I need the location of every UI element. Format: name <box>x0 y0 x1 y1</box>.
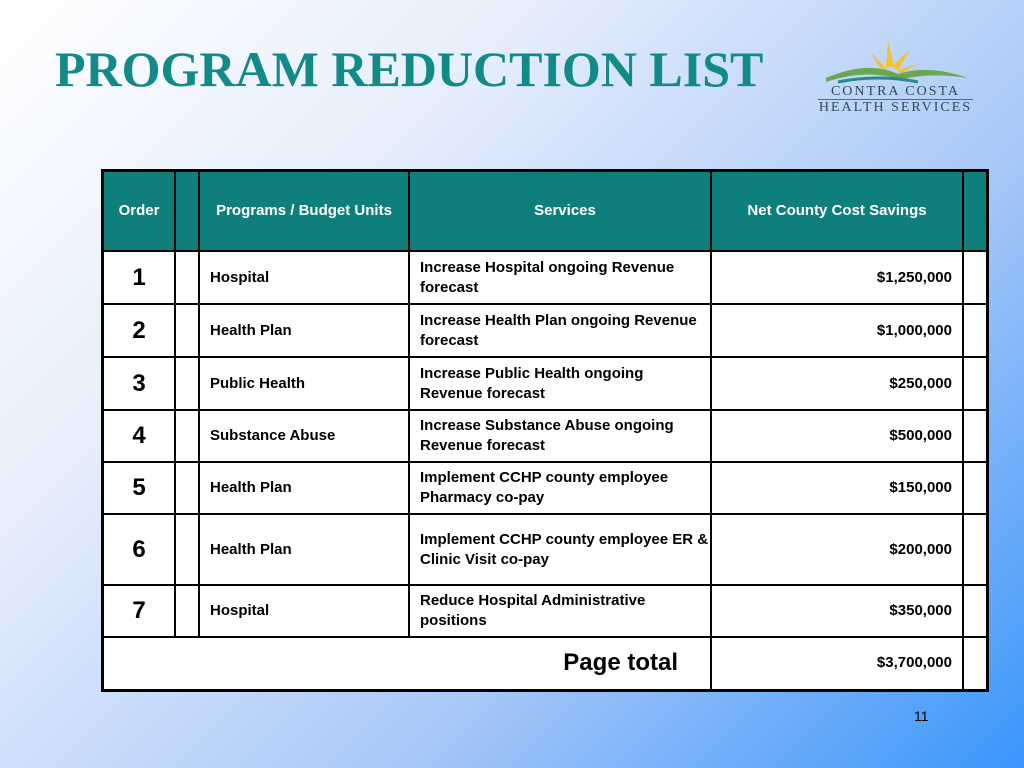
header-end <box>963 171 988 252</box>
service-cell: Implement CCHP county employee Pharmacy co-pay <box>409 462 711 514</box>
savings-cell: $1,250,000 <box>711 251 963 304</box>
service-cell: Implement CCHP county employee ER & Clinic Visit co-pay <box>409 514 711 585</box>
program-cell: Health Plan <box>199 304 409 357</box>
order-cell: 1 <box>103 251 176 304</box>
slide-title: PROGRAM REDUCTION LIST <box>55 41 764 97</box>
end-cell <box>963 304 988 357</box>
total-label: Page total <box>103 637 712 690</box>
service-cell: Increase Health Plan ongoing Revenue forecast <box>409 304 711 357</box>
table-row <box>103 357 988 410</box>
blank-cell <box>175 357 199 410</box>
table-header <box>103 171 988 252</box>
table-row <box>103 585 988 637</box>
savings-cell: $150,000 <box>711 462 963 514</box>
blank-cell <box>175 462 199 514</box>
program-cell: Substance Abuse <box>199 410 409 462</box>
order-cell: 4 <box>103 410 176 462</box>
program-cell: Hospital <box>199 585 409 637</box>
table-row <box>103 304 988 357</box>
header-services: Services <box>409 171 711 252</box>
end-cell <box>963 462 988 514</box>
savings-cell: $200,000 <box>711 514 963 585</box>
program-cell: Hospital <box>199 251 409 304</box>
table-row <box>103 251 988 304</box>
order-cell: 3 <box>103 357 176 410</box>
service-cell: Reduce Hospital Administrative positions <box>409 585 711 637</box>
page-number: 11 <box>914 708 929 724</box>
order-cell: 7 <box>103 585 176 637</box>
savings-cell: $500,000 <box>711 410 963 462</box>
total-end <box>963 637 988 690</box>
blank-cell <box>175 585 199 637</box>
end-cell <box>963 251 988 304</box>
blank-cell <box>175 410 199 462</box>
blank-cell <box>175 251 199 304</box>
sun-mountain-logo-icon <box>818 38 973 86</box>
savings-cell: $250,000 <box>711 357 963 410</box>
total-row <box>103 637 988 690</box>
program-cell: Health Plan <box>199 514 409 585</box>
contra-costa-logo <box>818 38 973 118</box>
end-cell <box>963 585 988 637</box>
table-row <box>103 462 988 514</box>
order-cell: 2 <box>103 304 176 357</box>
header-savings: Net County Cost Savings <box>711 171 963 252</box>
service-cell: Increase Public Health ongoing Revenue forecast <box>409 357 711 410</box>
header-order: Order <box>103 171 176 252</box>
order-cell: 6 <box>103 514 176 585</box>
header-programs: Programs / Budget Units <box>199 171 409 252</box>
end-cell <box>963 357 988 410</box>
blank-cell <box>175 514 199 585</box>
program-cell: Public Health <box>199 357 409 410</box>
end-cell <box>963 514 988 585</box>
table-row <box>103 514 988 585</box>
end-cell <box>963 410 988 462</box>
table-row <box>103 410 988 462</box>
order-cell: 5 <box>103 462 176 514</box>
service-cell: Increase Hospital ongoing Revenue forecast <box>409 251 711 304</box>
program-cell: Health Plan <box>199 462 409 514</box>
logo-line2: HEALTH SERVICES <box>818 100 973 115</box>
total-value: $3,700,000 <box>711 637 963 690</box>
header-blank <box>175 171 199 252</box>
service-cell: Increase Substance Abuse ongoing Revenue forecast <box>409 410 711 462</box>
logo-line1: CONTRA COSTA <box>830 84 961 99</box>
savings-cell: $1,000,000 <box>711 304 963 357</box>
reduction-table <box>101 169 989 692</box>
savings-cell: $350,000 <box>711 585 963 637</box>
blank-cell <box>175 304 199 357</box>
